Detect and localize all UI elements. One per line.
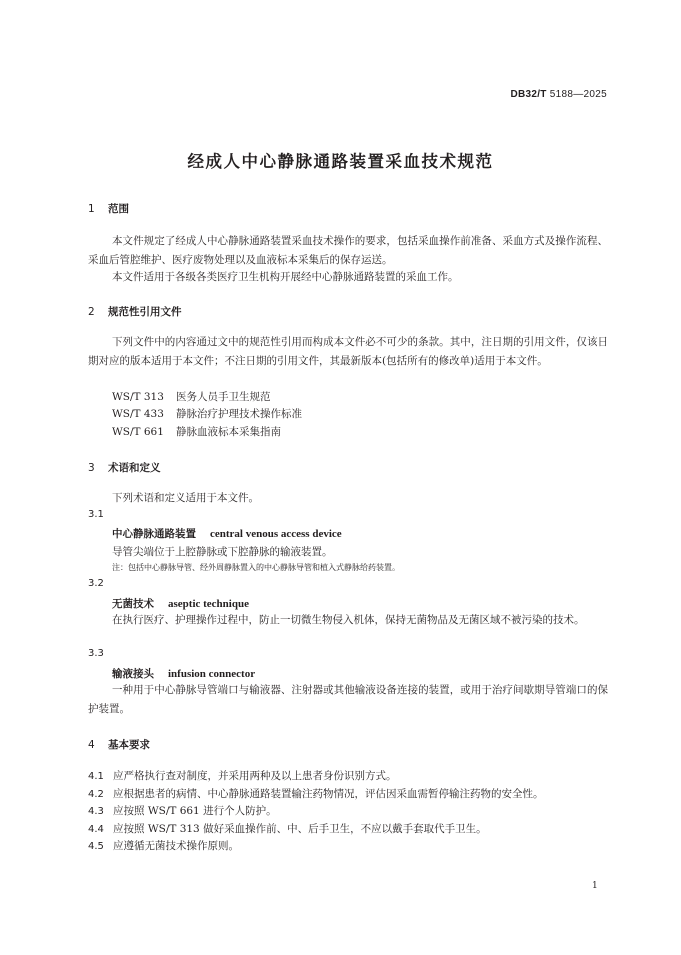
page-number: 1 bbox=[592, 881, 598, 891]
term-number: 3.2 bbox=[88, 578, 104, 589]
section-1-paragraph-1: 本文件规定了经成人中心静脉通路装置采血技术操作的要求，包括采血操作前准备、采血方式及操作流程、采血后管腔维护、医疗废物处理以及血液标本采集后的保存运送。 bbox=[88, 235, 608, 266]
section-4-heading: 4 基本要求 bbox=[88, 739, 150, 751]
reference-item: WS/T 313 医务人员手卫生规范 bbox=[112, 391, 271, 403]
section-2-paragraph-1: 下列文件中的内容通过文中的规范性引用而构成本文件必不可少的条款。其中，注日期的引用文件，仅该日期对应的版本适用于本文件；不注日期的引用文件，其最新版本(包括所有的修改单)适用于本文件。 bbox=[88, 336, 608, 367]
term-definition: 一种用于中心静脉导管端口与输液器、注射器或其他输液设备连接的装置，或用于治疗间歇期导管端口的保护装置。 bbox=[88, 684, 608, 715]
term-definition: 导管尖端位于上腔静脉或下腔静脉的输液装置。 bbox=[112, 546, 333, 558]
requirement-item: 4.5 应遵循无菌技术操作原则。 bbox=[88, 840, 239, 852]
section-1-paragraph-2: 本文件适用于各级各类医疗卫生机构开展经中心静脉通路装置的采血工作。 bbox=[112, 271, 459, 283]
term-heading: 输液接头 infusion connector bbox=[112, 668, 256, 680]
requirement-item: 4.4 应按照 WS/T 313 做好采血操作前、中、后手卫生，不应以戴手套取代手卫生。 bbox=[88, 823, 487, 835]
requirement-item: 4.1 应严格执行查对制度，并采用两种及以上患者身份识别方式。 bbox=[88, 770, 397, 782]
section-2-heading: 2 规范性引用文件 bbox=[88, 306, 182, 318]
requirement-item: 4.2 应根据患者的病情、中心静脉通路装置输注药物情况，评估因采血需暂停输注药物的安全性。 bbox=[88, 788, 544, 800]
standard-number: DB32/T 5188—2025 bbox=[510, 89, 607, 100]
term-number: 3.3 bbox=[88, 648, 104, 659]
term-definition: 在执行医疗、护理操作过程中，防止一切微生物侵入机体，保持无菌物品及无菌区域不被污染的技术。 bbox=[112, 614, 585, 626]
term-heading: 中心静脉通路装置 central venous access device bbox=[112, 528, 342, 540]
term-heading: 无菌技术 aseptic technique bbox=[112, 598, 249, 610]
reference-item: WS/T 661 静脉血液标本采集指南 bbox=[112, 426, 281, 438]
section-1-heading: 1 范围 bbox=[88, 203, 129, 215]
term-number: 3.1 bbox=[88, 509, 104, 520]
document-title: 经成人中心静脉通路装置采血技术规范 bbox=[187, 152, 494, 171]
section-3-heading: 3 术语和定义 bbox=[88, 462, 161, 474]
reference-item: WS/T 433 静脉治疗护理技术操作标准 bbox=[112, 408, 302, 420]
section-3-intro: 下列术语和定义适用于本文件。 bbox=[112, 492, 259, 504]
term-note: 注：包括中心静脉导管、经外周静脉置入的中心静脉导管和植入式静脉给药装置。 bbox=[112, 563, 400, 572]
requirement-item: 4.3 应按照 WS/T 661 进行个人防护。 bbox=[88, 805, 277, 817]
